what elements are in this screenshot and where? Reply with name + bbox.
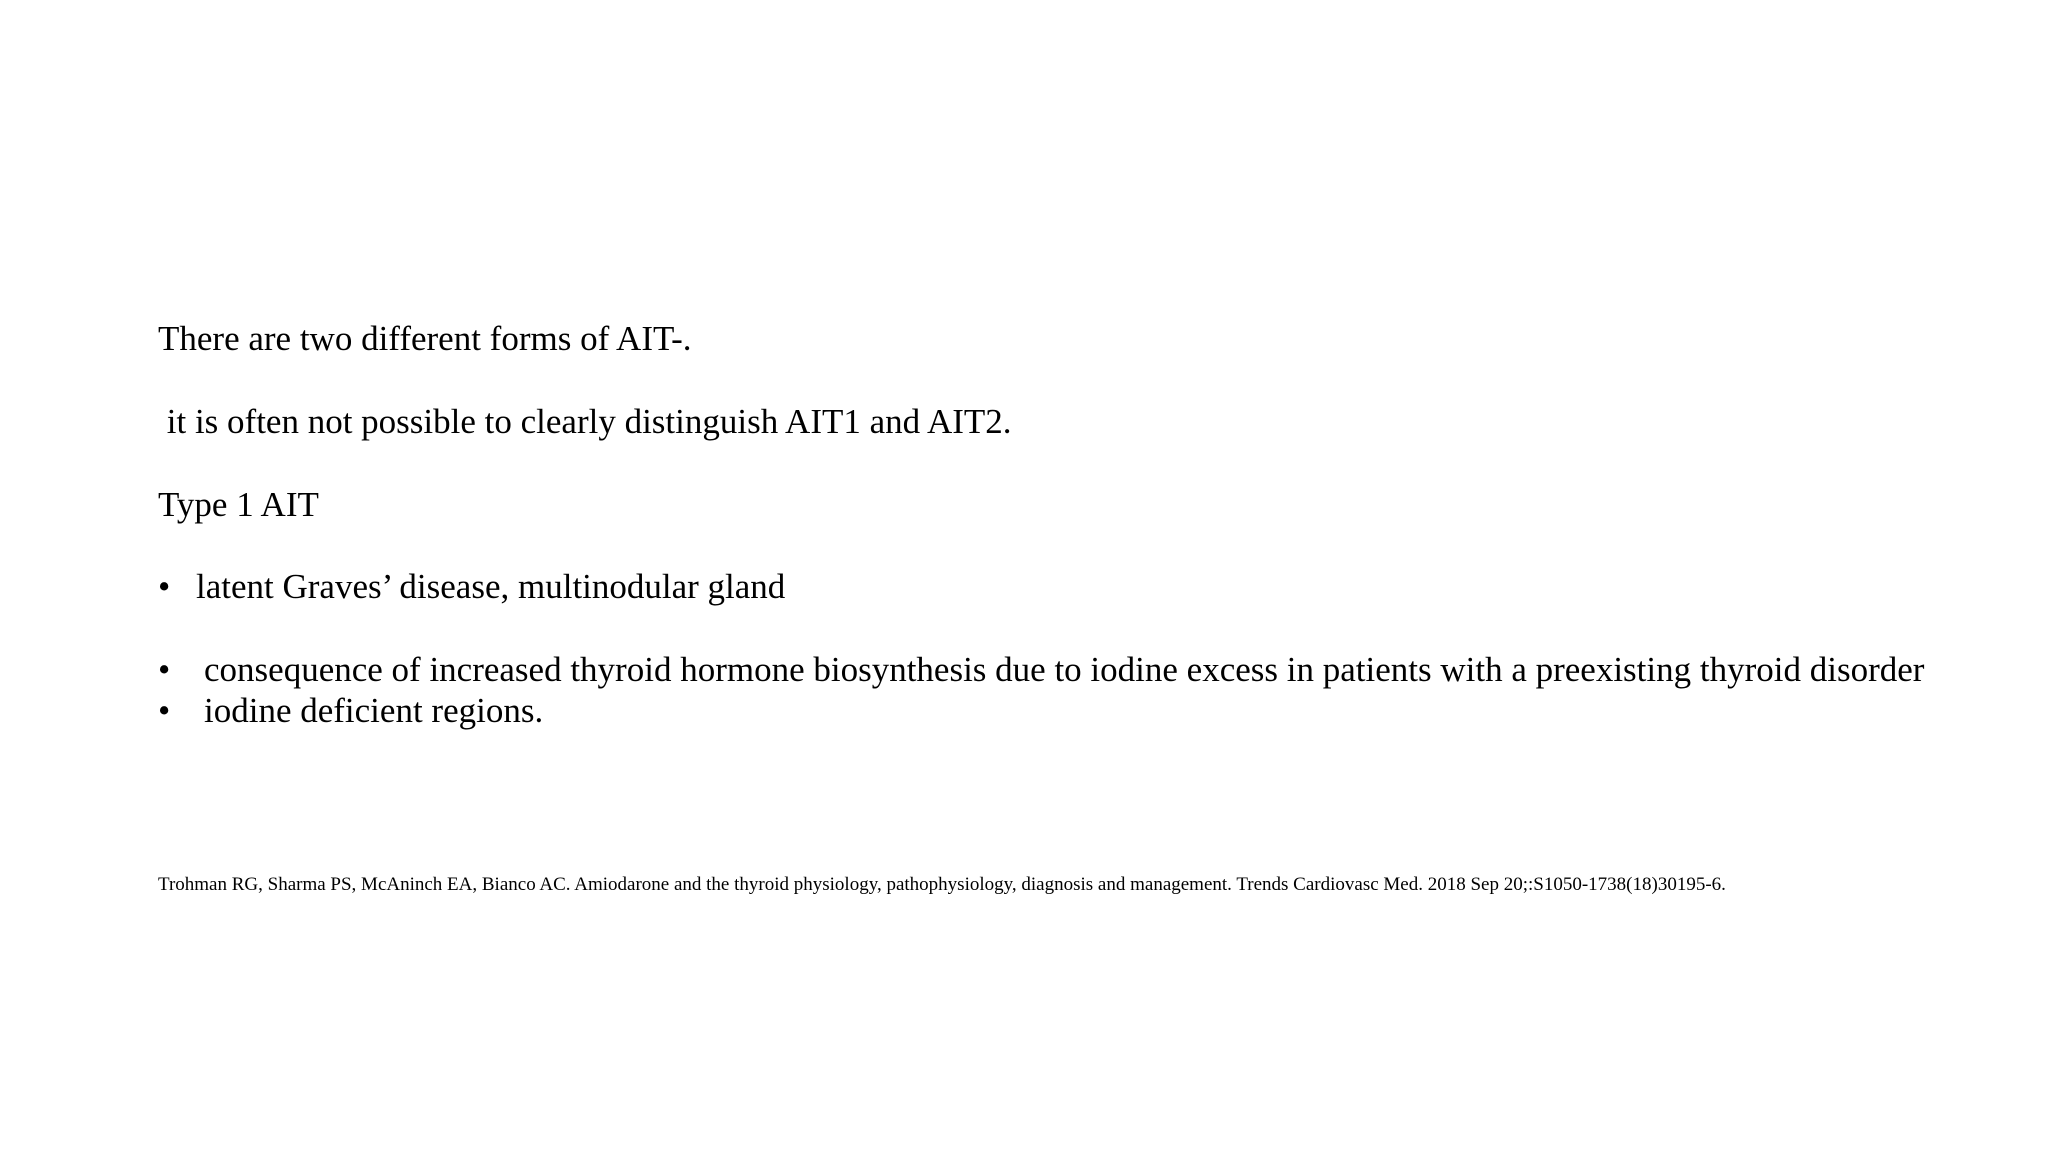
list-item [158,690,543,732]
type-heading: Type 1 AIT [158,485,319,524]
bullet-icon: • [158,650,171,689]
list-item-text: consequence of increased thyroid hormone biosynthesis due to iodine excess in patients with a preexisting thyroid disorder [204,650,1925,689]
citation-reference: Trohman RG, Sharma PS, McAninch EA, Bianco AC. Amiodarone and the thyroid physiology, pathophysiology, diagnosis and management. Trends Cardiovasc Med. 2018 Sep 20;:S1050-1738(18)30195-6. [158,874,1726,895]
intro-text: There are two different forms of AIT-. [158,319,692,358]
list-item-text: latent Graves’ disease, multinodular gland [196,567,786,606]
bullet-icon: • [158,567,171,606]
bullet-icon: • [158,691,171,730]
list-item [158,649,1924,691]
list-item-text: iodine deficient regions. [204,691,544,730]
list-item [158,566,785,608]
note-text: it is often not possible to clearly distinguish AIT1 and AIT2. [158,402,1012,441]
